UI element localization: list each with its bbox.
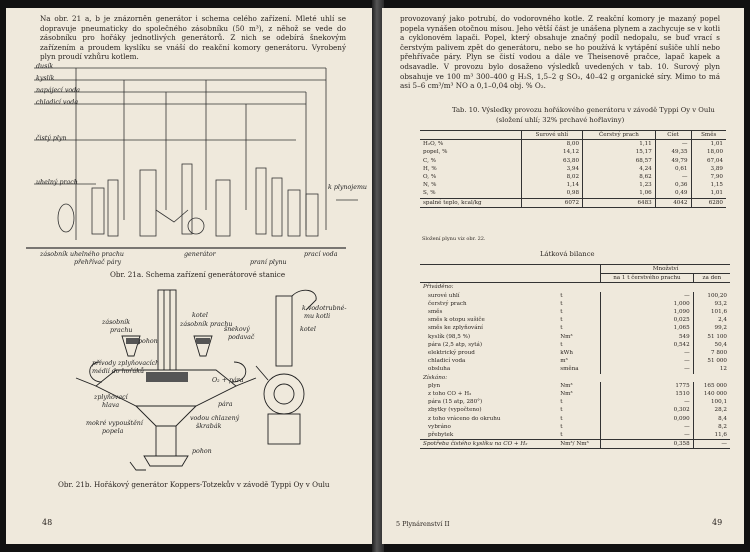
table-cell: m³ (560, 358, 568, 365)
table10-footnote: Složení plynu viz obr. 22. (422, 236, 486, 242)
table10-header: Cíet (655, 131, 691, 140)
table-cell: 1,14 (521, 181, 582, 189)
label-generator: generátor (184, 251, 216, 258)
table-cell: t (560, 399, 563, 406)
table-cell: 0,36 (655, 181, 691, 189)
table-cell: C, % (423, 157, 436, 164)
table-cell: — (655, 173, 691, 181)
text-line: uhlí nebo přehřívače páry. Plyn se čistí vodou a dále ve Theisenově pračce, lapač (400, 42, 721, 62)
label-mokre-line1: mokré vypouštění (86, 420, 143, 427)
balance-row (420, 349, 730, 357)
table-cell: H₂O, % (423, 141, 444, 148)
table-cell: pára (15 atp, 280°) (428, 399, 483, 406)
table-cell: t (560, 300, 563, 307)
balance-row (420, 382, 730, 390)
table-cell: kWh (560, 350, 573, 357)
label-zasobnik-left: zásobník (102, 319, 131, 326)
balance-row (420, 292, 730, 300)
table-cell: — (655, 140, 691, 149)
table10-header: Čerstvý prach (583, 131, 656, 140)
table-cell: 8,62 (583, 173, 656, 181)
table-cell: — (601, 349, 693, 357)
label-zasobnik: zásobník uhelného prachu (40, 251, 124, 258)
page-number-right: 49 (712, 518, 723, 527)
table-cell: 1,15 (691, 181, 726, 189)
intro-paragraph (40, 14, 346, 62)
balance-row (420, 300, 730, 308)
table-cell: chladicí voda (428, 358, 466, 365)
table-cell: — (601, 357, 693, 365)
figure-21b-caption: Obr. 21b. Hořákový generátor Koppers-Totzekův v závodě Typpi Oy v Oulu (58, 480, 330, 489)
text-line: hořáky jednotlivých generátorů. Z nich se odebírá šnekovým zařízením a proudem (40, 33, 347, 52)
text-line: kapek a odsavadle. V provozu bylo dosaženo výsledků uvedených v tab. 10. (400, 52, 720, 71)
balance-row (420, 308, 730, 316)
balance-row (420, 357, 730, 365)
table-cell: 100,20 (693, 292, 730, 300)
table-cell: 100,1 (693, 398, 730, 406)
table-cell: 1,11 (583, 140, 656, 149)
label-zplynovaci: zplyňovací (94, 394, 128, 401)
balance-row (420, 423, 730, 431)
right-page (382, 8, 744, 544)
table-cell: 6483 (583, 198, 656, 207)
text-line: síry. Mimo to má asi 5–6 cm³/m³ NO a 0,1–0,04 obj. % O₂. (400, 71, 720, 91)
label-hlava: hlava (102, 402, 120, 409)
label-mokre-line2: popela (102, 428, 124, 435)
table-cell: 50,4 (693, 341, 730, 349)
table10-row (420, 181, 726, 189)
label-snekovy: šnekový (224, 326, 250, 333)
label-kotel-right: kotel (300, 326, 316, 333)
table-cell: 1,090 (601, 308, 693, 316)
table-cell: t (560, 341, 563, 348)
table-cell: 3,94 (521, 165, 582, 173)
table-cell: kyslík (98,5 %) (428, 333, 471, 340)
table-cell: 140 000 (693, 390, 730, 398)
table-cell: 1,23 (583, 181, 656, 189)
table-cell: směs (428, 309, 443, 316)
table-cell: 49,79 (655, 157, 691, 165)
label-praci-voda: prací voda (304, 251, 338, 258)
table10-header (420, 131, 521, 140)
body-paragraph (400, 14, 720, 91)
table-cell: — (601, 431, 693, 440)
label-prehrivac: přehřívač páry (74, 259, 122, 266)
table-cell: 51 100 (693, 333, 730, 341)
table-cell: 8,4 (693, 415, 730, 423)
balance-section-label: Získáno: (423, 374, 448, 381)
table-cell: 0,025 (601, 316, 693, 324)
table-cell: — (601, 398, 693, 406)
table-cell: 12 (693, 365, 730, 373)
table10-header: Surové uhlí (521, 131, 582, 140)
table-cell: přebytek (428, 432, 454, 439)
table10-header: Směs (691, 131, 726, 140)
table-cell: O, % (423, 174, 437, 181)
table-cell: 1,065 (601, 324, 693, 332)
balance-row (420, 390, 730, 398)
balance-table (420, 264, 730, 449)
table-cell: vybráno (428, 423, 451, 430)
balance-row (420, 316, 730, 324)
footer-signature: 5 Plynárenství II (396, 520, 450, 528)
table10-title: Tab. 10. Výsledky provozu hořákového generátoru v závodě Typpi Oy v Oulu (452, 106, 715, 114)
table-cell: 3,89 (691, 165, 726, 173)
label-chladici-voda: chladicí voda (36, 99, 79, 106)
label-privody-line1: přívody zplyňovacích (92, 360, 160, 367)
table-cell: 0,542 (601, 341, 693, 349)
text-line: pneumaticky do společného zásobníku (50 m³), z něhož se vede do zásobníku pro (40, 23, 346, 43)
table-cell: 1,01 (691, 189, 726, 198)
table-cell: 0,49 (655, 189, 691, 198)
table-cell: 1,01 (691, 140, 726, 149)
label-pahon: pohon (138, 338, 158, 345)
table-cell: plyn (428, 382, 441, 389)
balance-subheader: na 1 t čerstvého prachu (601, 274, 693, 283)
table-cell: 0,98 (521, 189, 582, 198)
table-cell: 0,358 (601, 440, 693, 449)
table-cell: 4,24 (583, 165, 656, 173)
table-cell: — (693, 440, 730, 449)
label-napajeci-voda: napájecí voda (36, 87, 80, 94)
table10-row (420, 157, 726, 165)
table-cell: Nm³ (560, 333, 573, 340)
balance-row (420, 333, 730, 341)
table-cell: 1,000 (601, 300, 693, 308)
label-cisty-plyn: čistý plyn (36, 135, 67, 142)
table10-row (420, 148, 726, 156)
text-line: v kotli a cyklonovém lapači. Popel, který obsahuje značný podíl nedopalu, se buď (400, 23, 720, 43)
table-cell: t (560, 432, 563, 439)
balance-subheader: za den (693, 274, 730, 283)
table-cell: 2,4 (693, 316, 730, 324)
label-k-vodotrubnemu-line2: mu kotli (304, 313, 331, 320)
table-cell: t (560, 292, 563, 299)
balance-row (420, 415, 730, 423)
label-vodou-line1: vodou chlazený (190, 415, 240, 422)
table-cell: 1775 (601, 382, 693, 390)
table-cell: směna (560, 366, 579, 373)
text-line: provozovaný jako potrubí, do vodorovného kotle. Z reakční komory je mazaný popel (400, 14, 720, 23)
table-cell: 6280 (691, 198, 726, 207)
table-cell: spalné teplo, kcal/kg (423, 199, 482, 206)
label-privody-line2: médií do hořáků (92, 368, 145, 375)
balance-section-row (420, 283, 730, 292)
table-cell: t (560, 317, 563, 324)
table-cell: 0,090 (601, 415, 693, 423)
table-cell: — (601, 365, 693, 373)
table-cell: surové uhlí (428, 292, 460, 299)
table-cell: 1,06 (583, 189, 656, 198)
balance-group-header-row (420, 265, 730, 274)
table-cell: 15,17 (583, 148, 656, 156)
text-line: Surový plyn obsahuje ve 100 m³ 300–400 g H₂S, 1,5–2 g SO₂, 40–42 g organické (400, 61, 720, 81)
table-cell: S, % (423, 190, 436, 197)
label-prani: praní plynu (250, 259, 287, 266)
table-cell: pára (2,5 atp, sytá) (428, 341, 483, 348)
label-prachu-left: prachu (110, 327, 133, 334)
table-cell: 7,90 (691, 173, 726, 181)
table-cell: N, % (423, 182, 437, 189)
figure-21a-caption: Obr. 21a. Schema zařízení generátorové stanice (110, 270, 286, 279)
left-page (6, 8, 374, 544)
label-o2-para: O₂ + pára (212, 377, 244, 384)
balance-subheader-row (420, 274, 730, 283)
table-cell: z toho vráceno do okruhu (428, 415, 501, 422)
table11-title: Látková bilance (540, 250, 595, 258)
balance-row (420, 406, 730, 414)
table-cell: t (560, 407, 563, 414)
table-cell: 28,2 (693, 406, 730, 414)
balance-row (420, 431, 730, 440)
table-cell: 101,6 (693, 308, 730, 316)
table-cell: zbytky (vypočteno) (428, 407, 482, 414)
table-cell: z toho CO + H₂ (428, 391, 472, 398)
label-pohon: pohon (192, 448, 212, 455)
label-k-plynojemu: k plynojemu (328, 184, 367, 191)
table-cell: 49,35 (655, 148, 691, 156)
text-line: Na obr. 21 a, b je znázorněn generátor i schema celého zařízení. Mleté uhlí se dopravuje (40, 14, 346, 33)
table-cell: elektrický proud (428, 350, 475, 357)
table-cell: 8,2 (693, 423, 730, 431)
table-cell: 4042 (655, 198, 691, 207)
table10-row (420, 189, 726, 198)
label-kyslik: kyslík (36, 75, 55, 82)
label-zasobnik-prachu: zásobník prachu (180, 321, 233, 328)
balance-section-row (420, 374, 730, 382)
label-vodou-line2: škrabák (196, 423, 222, 430)
table-cell: — (601, 292, 693, 300)
table-cell: popel, % (423, 149, 448, 156)
balance-row (420, 341, 730, 349)
table-cell: obsluha (428, 366, 451, 373)
label-para: pára (218, 401, 233, 408)
table-cell: t (560, 325, 563, 332)
label-k-vodotrubnemu-line1: k vodotrubné- (302, 305, 347, 312)
table-cell: 51 000 (693, 357, 730, 365)
balance-row (420, 398, 730, 406)
table-cell: Spotřeba čistého kyslíku na CO + H₂ (423, 441, 528, 448)
table10-subtitle: (složení uhlí; 32% prchavé hořlaviny) (496, 116, 625, 124)
balance-final-row (420, 440, 730, 449)
table-cell: 1510 (601, 390, 693, 398)
table-cell: H, % (423, 165, 437, 172)
table10-row (420, 165, 726, 173)
table-cell: 8,00 (521, 140, 582, 149)
table-cell: 63,80 (521, 157, 582, 165)
table10 (420, 130, 726, 208)
table-cell: 549 (601, 333, 693, 341)
label-podavac: podavač (228, 334, 255, 341)
label-kotel: kotel (192, 312, 208, 319)
table-cell: 67,04 (691, 157, 726, 165)
table-cell: čerstvý prach (428, 300, 467, 307)
table10-header-row (420, 131, 726, 140)
table-cell: 0,61 (655, 165, 691, 173)
table10-row (420, 140, 726, 149)
table-cell: 93,2 (693, 300, 730, 308)
table-cell: t (560, 309, 563, 316)
table-cell: směs ke zplyňování (428, 325, 483, 332)
text-line: vrací s čerstvým palivem zpět do generátoru, nebo se ho používá k vytápění sušiče (400, 33, 720, 52)
table10-row (420, 173, 726, 181)
page-number-left: 48 (42, 518, 53, 527)
table-cell: Nm³/ Nm³ (560, 441, 589, 448)
balance-group-header: Množství (601, 265, 730, 274)
table-cell: 165 000 (693, 382, 730, 390)
table-cell: 99,2 (693, 324, 730, 332)
table-cell: 11,6 (693, 431, 730, 440)
table10-row (420, 198, 726, 207)
table-cell: 7 800 (693, 349, 730, 357)
table-cell: 18,00 (691, 148, 726, 156)
table-cell: — (601, 423, 693, 431)
text-line: popela vynášen otočnou mísou. Jeho větší část je unášena plynem a zachycuje se (400, 23, 696, 33)
text-line: kyslíku se vnáší do reakční komory generátoru. Vyrobený plyn proudí vzhůru kotlem. (40, 42, 346, 62)
table-cell: směs k otopu sušiče (428, 317, 485, 324)
table-cell: Nm³ (560, 391, 573, 398)
table-cell: 68,57 (583, 157, 656, 165)
table-cell: t (560, 415, 563, 422)
label-uhelny-prach: uhelný prach (36, 179, 78, 186)
balance-section-label: Přiváděno: (423, 284, 454, 291)
table-cell: 0,302 (601, 406, 693, 414)
table-cell: 8,02 (521, 173, 582, 181)
table-cell: Nm³ (560, 382, 573, 389)
table-cell: 14,12 (521, 148, 582, 156)
balance-row (420, 365, 730, 373)
table-cell: t (560, 423, 563, 430)
balance-row (420, 324, 730, 332)
table-cell: 6072 (521, 198, 582, 207)
label-dusik: dusík (36, 63, 54, 70)
